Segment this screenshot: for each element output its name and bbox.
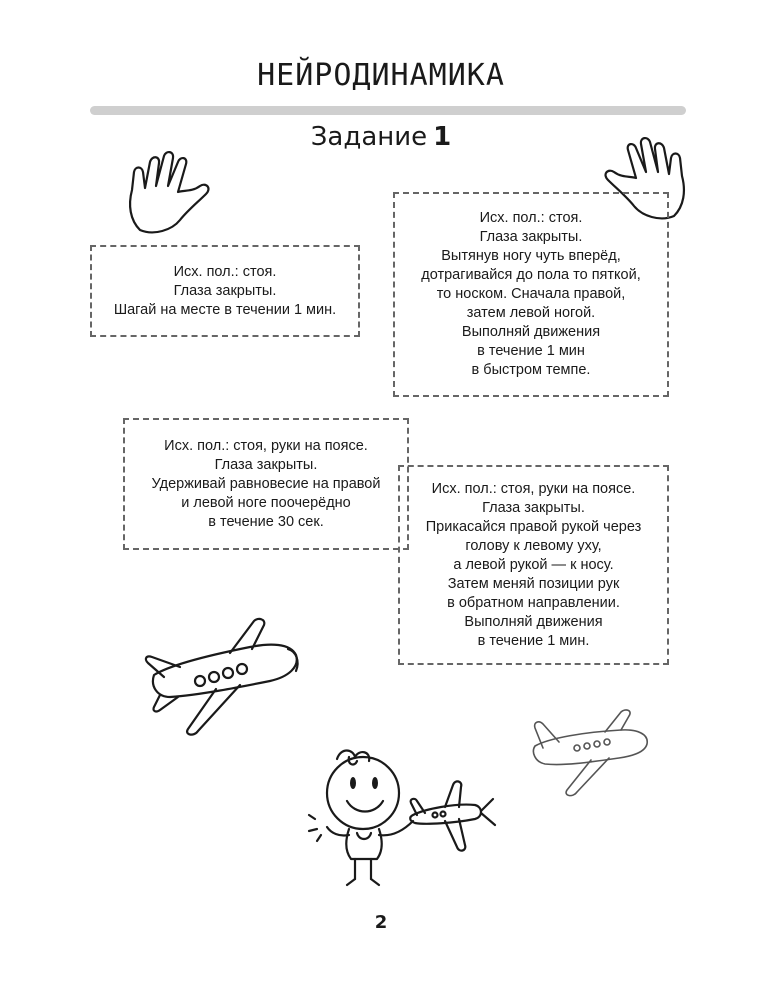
card-3-line-1: Исх. пол.: стоя, руки на поясе. bbox=[164, 437, 368, 454]
card-2-line-5: то носком. Сначала правой, bbox=[436, 286, 626, 302]
card-3-line-5: в течение 30 сек. bbox=[208, 513, 324, 530]
airplane-small-icon bbox=[525, 708, 655, 798]
card-4-line-4: голову к левому уху, bbox=[465, 537, 602, 554]
exercise-card-2 bbox=[393, 192, 669, 397]
exercise-card-3 bbox=[123, 418, 409, 550]
card-2-line-2: Глаза закрыты. bbox=[479, 229, 583, 245]
card-4-line-3: Прикасайся правой рукой через bbox=[425, 518, 642, 535]
card-3-line-4: и левой ноге поочерёдно bbox=[181, 494, 351, 511]
card-2-line-3: Вытянув ногу чуть вперёд, bbox=[441, 248, 621, 264]
card-3-line-2: Глаза закрыты. bbox=[214, 456, 318, 473]
card-2-line-1: Исх. пол.: стоя. bbox=[479, 210, 583, 226]
card-2-line-9: в быстром темпе. bbox=[471, 362, 591, 378]
card-2-line-6: затем левой ногой. bbox=[466, 305, 596, 321]
card-3-line-3: Удерживай равновесие на правой bbox=[151, 475, 381, 492]
page-title: НЕЙРОДИНАМИКА bbox=[257, 58, 505, 93]
boy-with-plane-icon bbox=[305, 745, 505, 895]
card-4-line-2: Глаза закрыты. bbox=[482, 499, 585, 516]
card-1-line-2: Глаза закрыты. bbox=[173, 282, 277, 299]
card-4-line-8: Выполняй движения bbox=[464, 613, 603, 630]
left-hand-icon bbox=[118, 150, 218, 240]
airplane-icon bbox=[140, 615, 305, 740]
exercise-card-4 bbox=[398, 465, 669, 665]
task-label: Задание bbox=[310, 122, 428, 152]
card-2-line-7: Выполняй движения bbox=[461, 324, 601, 340]
card-1-line-1: Исх. пол.: стоя. bbox=[173, 263, 277, 280]
card-2-line-4: дотрагивайся до пола то пяткой, bbox=[421, 267, 641, 283]
card-4-line-9: в течение 1 мин. bbox=[477, 632, 590, 649]
card-1-line-3: Шагай на месте в течении 1 мин. bbox=[113, 301, 337, 318]
card-2-line-8: в течение 1 мин bbox=[477, 343, 585, 359]
task-number: 1 bbox=[433, 122, 452, 152]
title-divider bbox=[90, 106, 686, 115]
card-4-line-6: Затем меняй позиции рук bbox=[447, 575, 620, 592]
card-4-line-5: а левой рукой — к носу. bbox=[453, 556, 614, 573]
card-4-line-1: Исх. пол.: стоя, руки на поясе. bbox=[431, 480, 636, 497]
card-4-line-7: в обратном направлении. bbox=[447, 594, 620, 611]
exercise-card-1 bbox=[90, 245, 360, 337]
page-number: 2 bbox=[374, 912, 388, 933]
